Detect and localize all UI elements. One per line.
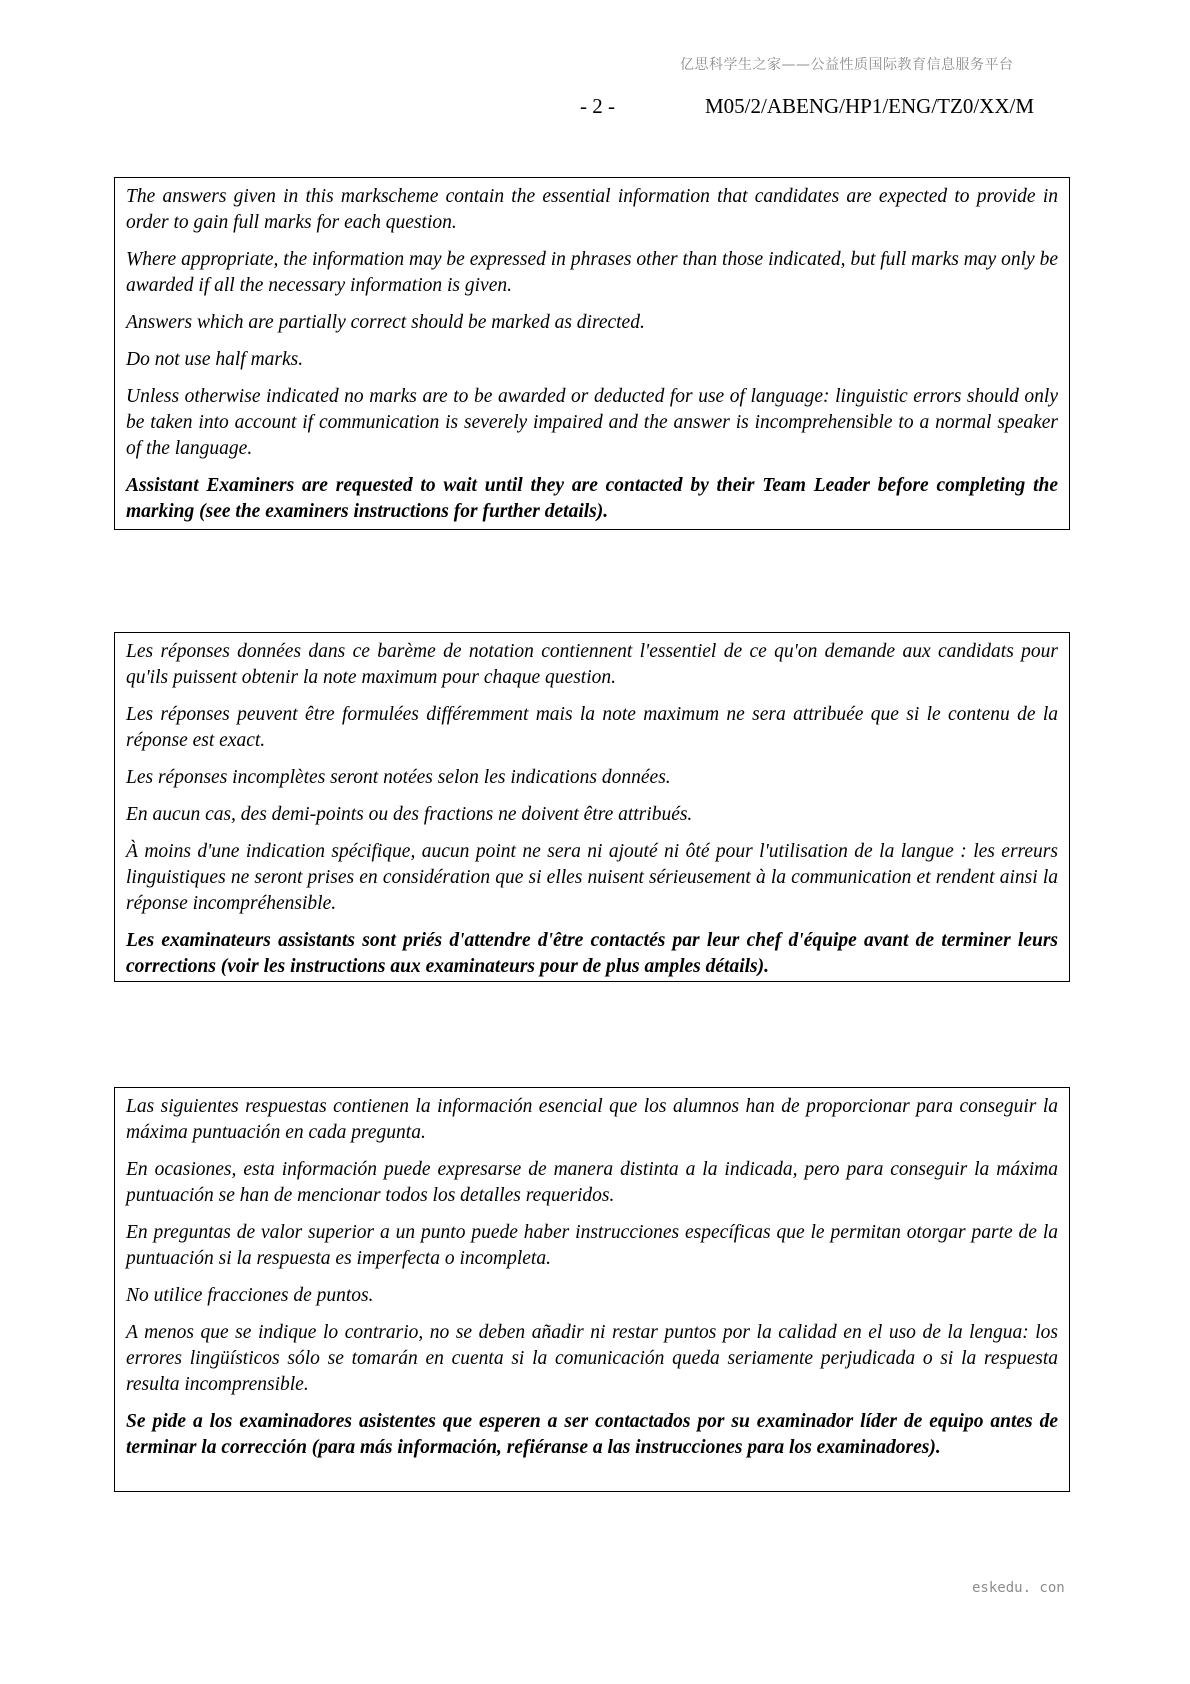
notice-paragraph: Les réponses données dans ce barème de notation contiennent l'essentiel de ce qu'on demande aux candidats pour qu'ils puissent obtenir la note maximum pour chaque question. [126, 641, 1058, 688]
notice-box-spanish [114, 1087, 1070, 1492]
notice-paragraph: Unless otherwise indicated no marks are to be awarded or deducted for use of language: linguistic errors should only be taken into account if communication is severely impaired and the answer is incomprehensible to a normal speaker of the language. [126, 386, 1058, 459]
document-code: M05/2/ABENG/HP1/ENG/TZ0/XX/M [705, 94, 1035, 118]
notice-box-french [114, 632, 1070, 982]
page-number: - 2 - [580, 94, 615, 118]
notice-paragraph-bold: Se pide a los examinadores asistentes que esperen a ser contactados por su examinador líder de equipo antes de terminar la corrección (para más información, refiéranse a las instrucciones para los examinadores). [126, 1411, 1058, 1458]
notice-paragraph: En aucun cas, des demi-points ou des fractions ne doivent être attribués. [126, 804, 693, 825]
watermark-top: 亿思科学生之家——公益性质国际教育信息服务平台 [680, 57, 1014, 73]
notice-paragraph-bold: Les examinateurs assistants sont priés d'attendre d'être contactés par leur chef d'équipe avant de terminer leurs corrections (voir les instructions aux examinateurs pour de plus amples détails). [126, 930, 1058, 977]
notice-paragraph: A menos que se indique lo contrario, no se deben añadir ni restar puntos por la calidad en el uso de la lengua: los errores lingüísticos sólo se tomarán en cuenta si la comunicación queda seriamente perjudicada o si la respuesta resulta incomprensible. [126, 1322, 1058, 1395]
notice-paragraph: À moins d'une indication spécifique, aucun point ne sera ni ajouté ni ôté pour l'utilisation de la langue : les erreurs linguistiques ne seront prises en considération que si elles nuisent sérieusement à la communication et rendent ainsi la réponse incompréhensible. [126, 841, 1058, 914]
notice-paragraph: Les réponses peuvent être formulées différemment mais la note maximum ne sera attribuée que si le contenu de la réponse est exact. [126, 704, 1058, 751]
watermark-bottom: eskedu. con [972, 1580, 1065, 1596]
notice-paragraph: Answers which are partially correct should be marked as directed. [126, 312, 645, 333]
notice-paragraph: No utilice fracciones de puntos. [126, 1285, 374, 1306]
notice-paragraph-bold: Assistant Examiners are requested to wait until they are contacted by their Team Leader before completing the marking (see the examiners instructions for further details). [126, 475, 1058, 522]
notice-paragraph: The answers given in this markscheme contain the essential information that candidates are expected to provide in order to gain full marks for each question. [126, 186, 1058, 233]
notice-paragraph: Les réponses incomplètes seront notées selon les indications données. [126, 767, 671, 788]
notice-paragraph: En ocasiones, esta información puede expresarse de manera distinta a la indicada, pero para conseguir la máxima puntuación se han de mencionar todos los detalles requeridos. [126, 1159, 1058, 1206]
notice-paragraph: En preguntas de valor superior a un punto puede haber instrucciones específicas que le permitan otorgar parte de la puntuación si la respuesta es imperfecta o incompleta. [126, 1222, 1058, 1269]
notice-paragraph: Do not use half marks. [126, 349, 304, 370]
notice-paragraph: Where appropriate, the information may be expressed in phrases other than those indicated, but full marks may only be awarded if all the necessary information is given. [126, 249, 1058, 296]
notice-paragraph: Las siguientes respuestas contienen la información esencial que los alumnos han de proporcionar para conseguir la máxima puntuación en cada pregunta. [126, 1096, 1058, 1143]
page-header [0, 94, 1190, 124]
notice-box-english [114, 177, 1070, 530]
